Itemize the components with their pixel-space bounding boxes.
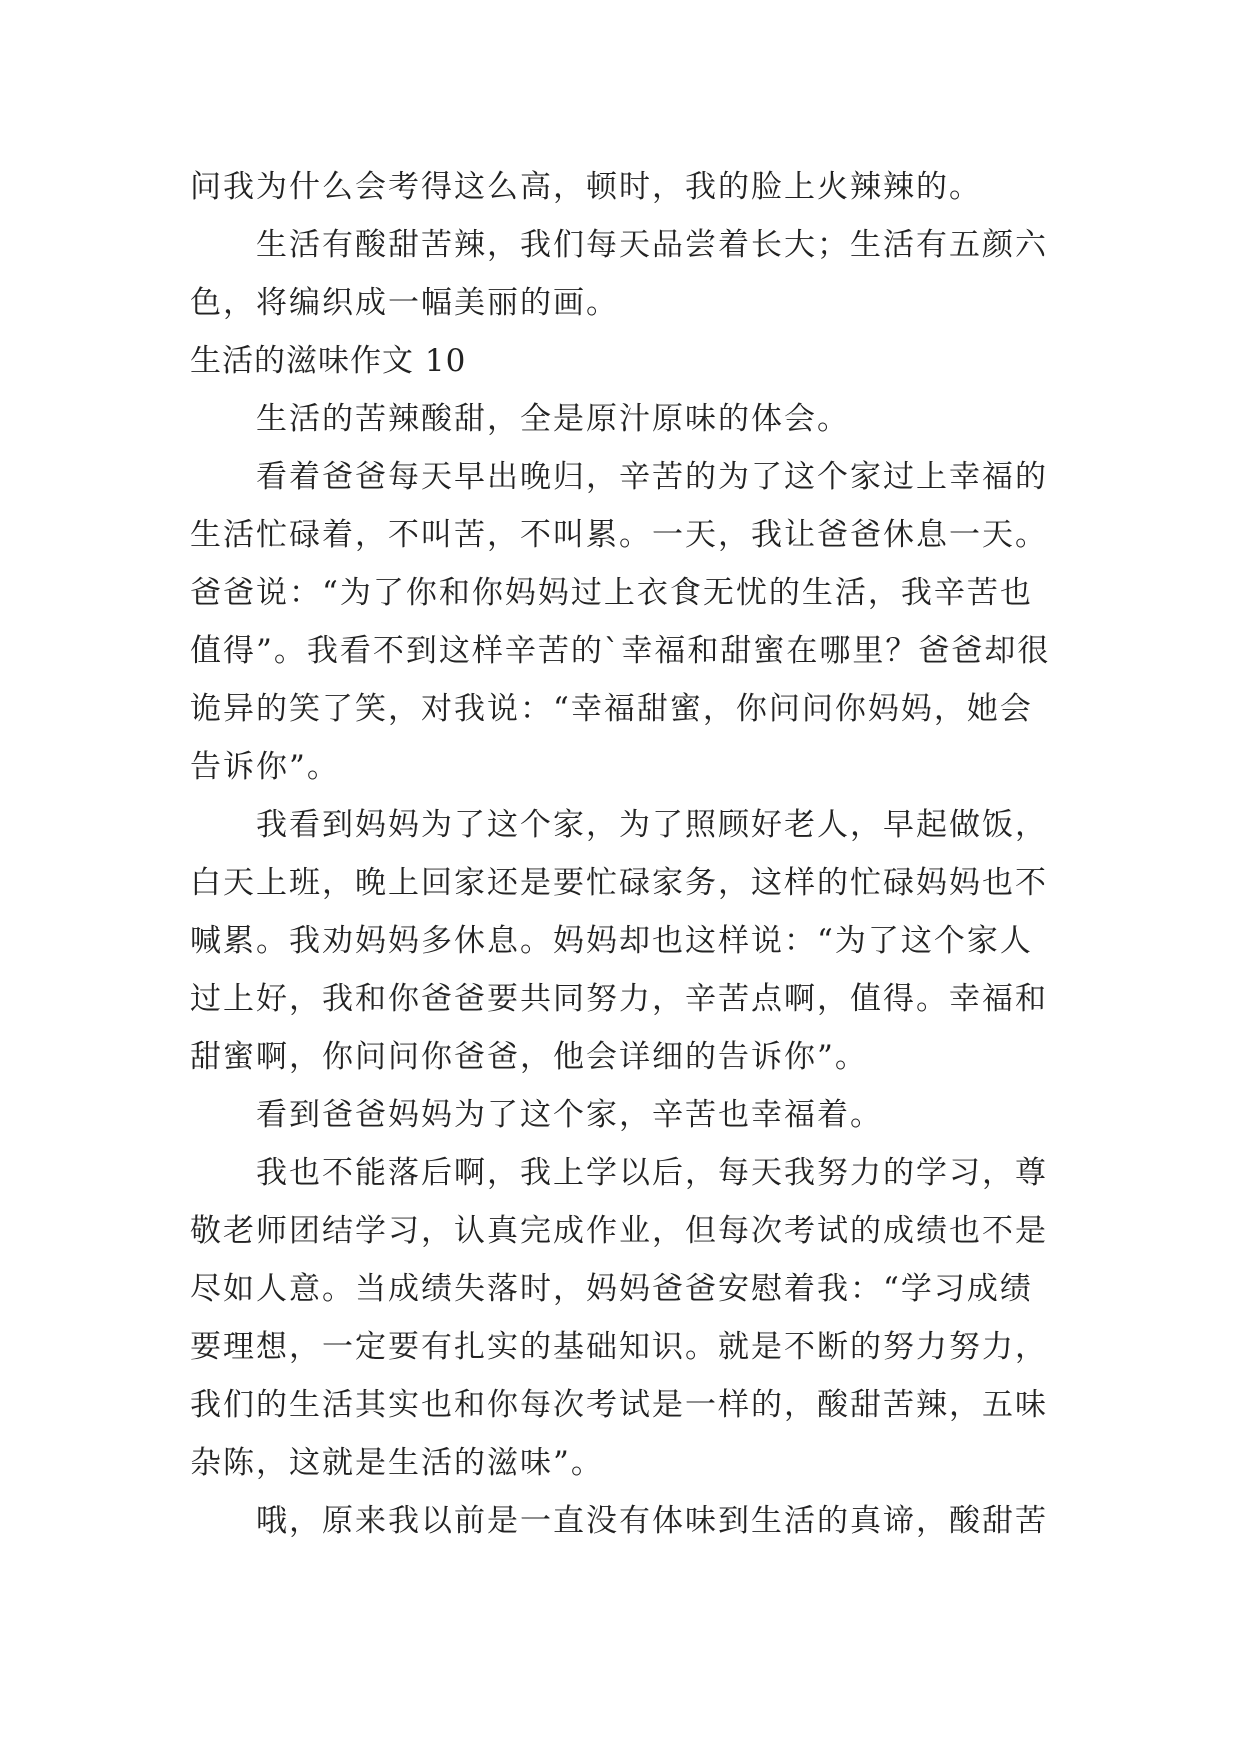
text-line: 问我为什么会考得这么高，顿时，我的脸上火辣辣的。: [190, 169, 982, 205]
text-line: 敬老师团结学习，认真完成作业，但每次考试的成绩也不是: [190, 1213, 1048, 1249]
text-line: 尽如人意。当成绩失落时，妈妈爸爸安慰着我：“学习成绩: [190, 1271, 1033, 1307]
text-line: 过上好，我和你爸爸要共同努力，辛苦点啊，值得。幸福和: [190, 981, 1048, 1017]
article-body: [190, 158, 1052, 1550]
section-heading: 生活的滋味作文 10: [190, 343, 467, 379]
text-line: 诡异的笑了笑，对我说：“幸福甜蜜，你问问你妈妈，她会: [190, 691, 1033, 727]
text-line: 我们的生活其实也和你每次考试是一样的，酸甜苦辣，五味: [190, 1387, 1048, 1423]
text-line: 值得”。我看不到这样辛苦的`幸福和甜蜜在哪里？爸爸却很: [190, 633, 1051, 669]
text-line: 我看到妈妈为了这个家，为了照顾好老人，早起做饭，: [256, 807, 1048, 843]
text-line: 爸爸说：“为了你和你妈妈过上衣食无忧的生活，我辛苦也: [190, 575, 1033, 611]
text-line: 白天上班，晚上回家还是要忙碌家务，这样的忙碌妈妈也不: [190, 865, 1048, 901]
text-line: 喊累。我劝妈妈多休息。妈妈却也这样说：“为了这个家人: [190, 923, 1033, 959]
text-line: 杂陈，这就是生活的滋味”。: [190, 1445, 604, 1481]
text-line: 甜蜜啊，你问问你爸爸，他会详细的告诉你”。: [190, 1039, 868, 1075]
text-line: 告诉你”。: [190, 749, 340, 785]
text-line: 我也不能落后啊，我上学以后，每天我努力的学习，尊: [256, 1155, 1048, 1191]
text-line: 生活的苦辣酸甜，全是原汁原味的体会。: [256, 401, 850, 437]
text-line: 哦，原来我以前是一直没有体味到生活的真谛，酸甜苦: [256, 1503, 1048, 1539]
text-line: 看着爸爸每天早出晚归，辛苦的为了这个家过上幸福的: [256, 459, 1048, 495]
text-line: 生活忙碌着，不叫苦，不叫累。一天，我让爸爸休息一天。: [190, 517, 1048, 553]
text-line: 生活有酸甜苦辣，我们每天品尝着长大；生活有五颜六: [256, 227, 1048, 263]
text-line: 看到爸爸妈妈为了这个家，辛苦也幸福着。: [256, 1097, 883, 1133]
text-line: 色，将编织成一幅美丽的画。: [190, 285, 619, 321]
text-line: 要理想，一定要有扎实的基础知识。就是不断的努力努力，: [190, 1329, 1048, 1365]
